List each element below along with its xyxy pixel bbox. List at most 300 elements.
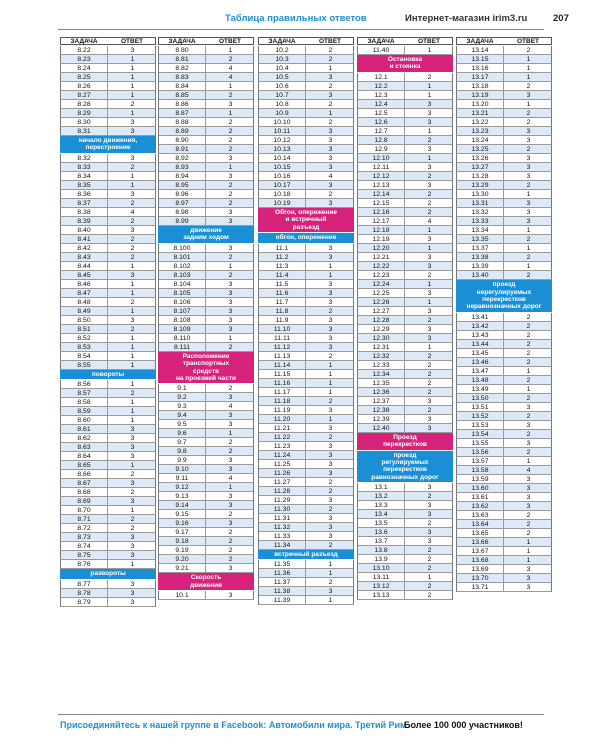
- table-row: [158, 109, 254, 118]
- task-number: 8.66: [77, 471, 91, 479]
- table-row: [456, 574, 552, 583]
- table-row: [357, 343, 453, 352]
- answer-value: 1: [107, 289, 157, 298]
- table-row: [60, 181, 156, 190]
- table-row: [258, 172, 354, 181]
- task-number: 8.36: [77, 190, 91, 198]
- task-number: 8.93: [175, 164, 189, 171]
- answer-value: 3: [205, 208, 255, 217]
- task-number: 11.22: [273, 433, 291, 441]
- answer-value: 2: [107, 217, 157, 226]
- table-header-row: [60, 37, 156, 45]
- site-name: Интернет-магазин irim3.ru: [405, 13, 528, 24]
- task-number: 13.14: [471, 47, 489, 54]
- answer-value: 3: [503, 493, 553, 502]
- table-row: [60, 127, 156, 136]
- answer-value: 2: [503, 322, 553, 331]
- answer-value: 2: [503, 82, 553, 91]
- table-row: [258, 469, 354, 478]
- answer-value: 1: [404, 46, 454, 55]
- task-number: 8.92: [175, 155, 189, 162]
- task-number: 9.9: [177, 457, 187, 465]
- answer-value: 1: [305, 596, 355, 605]
- task-number: 8.107: [173, 307, 191, 315]
- task-number: 13.60: [471, 484, 489, 492]
- task-number: 12.28: [372, 316, 390, 324]
- page-header: [0, 0, 600, 32]
- task-number: 8.39: [77, 217, 91, 225]
- answer-value: 2: [404, 582, 454, 591]
- answer-value: 3: [305, 496, 355, 505]
- task-number: 8.81: [175, 56, 189, 63]
- answer-value: 1: [305, 569, 355, 578]
- answer-value: 2: [205, 136, 255, 145]
- answer-value: 1: [404, 82, 454, 91]
- task-number: 12.4: [374, 100, 388, 108]
- answer-value: 2: [107, 488, 157, 497]
- section-heading: проезд регулируемых перекрестков равнозначных дорог: [357, 451, 453, 483]
- footer-divider: [58, 714, 544, 715]
- answer-value: 3: [107, 118, 157, 127]
- task-number: 8.52: [77, 334, 91, 342]
- answer-value: 3: [404, 325, 454, 334]
- task-number: 8.42: [77, 244, 91, 252]
- table-row: [456, 136, 552, 145]
- table-row: [60, 334, 156, 343]
- column-header-answer: ОТВЕТ: [218, 38, 242, 45]
- task-number: 10.1: [175, 592, 189, 600]
- answer-value: 3: [404, 235, 454, 244]
- table-row: [60, 533, 156, 542]
- answer-value: 3: [503, 136, 553, 145]
- table-row: [258, 523, 354, 532]
- task-number: 8.87: [175, 110, 189, 117]
- task-number: 13.50: [471, 394, 489, 402]
- task-number: 11.16: [273, 379, 291, 387]
- task-number: 8.111: [174, 343, 190, 351]
- table-row: [60, 479, 156, 488]
- task-number: 8.43: [77, 253, 91, 261]
- table-row: [158, 411, 254, 420]
- table-row: [357, 415, 453, 424]
- task-number: 13.53: [471, 421, 489, 429]
- task-number: 8.97: [175, 200, 189, 207]
- answer-value: 3: [503, 127, 553, 136]
- task-number: 13.48: [471, 376, 489, 384]
- answer-value: 3: [404, 163, 454, 172]
- task-number: 10.8: [275, 101, 289, 108]
- answer-value: 1: [404, 226, 454, 235]
- table-row: [158, 172, 254, 181]
- section-heading: проезд нерегулируемых перекрестков неравнозначных дорог: [456, 280, 552, 312]
- task-number: 12.25: [372, 289, 390, 297]
- answer-value: 3: [205, 217, 255, 226]
- table-row: [357, 334, 453, 343]
- answer-value: 2: [404, 406, 454, 415]
- answer-value: 3: [305, 91, 355, 100]
- task-number: 13.68: [471, 556, 489, 564]
- table-row: [357, 82, 453, 91]
- task-number: 8.110: [173, 334, 191, 342]
- table-row: [456, 145, 552, 154]
- task-number: 13.66: [471, 538, 489, 546]
- task-number: 13.55: [471, 439, 489, 447]
- answer-value: 3: [107, 533, 157, 542]
- answer-value: 1: [205, 82, 255, 91]
- section-heading: повороты: [60, 370, 156, 379]
- table-row: [60, 163, 156, 172]
- table-row: [158, 73, 254, 82]
- answer-value: 2: [205, 253, 255, 262]
- table-row: [60, 244, 156, 253]
- answer-value: 3: [305, 244, 355, 253]
- task-number: 13.61: [471, 493, 489, 501]
- answer-value: 3: [205, 420, 255, 429]
- table-row: [60, 82, 156, 91]
- table-row: [258, 118, 354, 127]
- table-row: [258, 325, 354, 334]
- task-number: 13.2: [374, 493, 388, 501]
- answer-value: 3: [107, 226, 157, 235]
- answer-value: 1: [107, 262, 157, 271]
- answers-table: [60, 37, 542, 709]
- task-number: 13.1: [374, 484, 388, 492]
- answer-value: 3: [305, 136, 355, 145]
- table-row: [60, 598, 156, 607]
- answer-value: 1: [503, 262, 553, 271]
- table-row: [158, 384, 254, 393]
- task-number: 13.42: [471, 322, 489, 330]
- table-row: [357, 519, 453, 528]
- table-row: [456, 502, 552, 511]
- answer-value: 2: [404, 492, 454, 501]
- answer-value: 2: [404, 546, 454, 555]
- answer-value: 4: [205, 474, 255, 483]
- section-heading: Остановка и стоянка: [357, 55, 453, 72]
- answer-value: 3: [404, 415, 454, 424]
- answer-value: 3: [404, 118, 454, 127]
- table-row: [158, 325, 254, 334]
- column-header-task: ЗАДАЧА: [466, 38, 494, 45]
- table-row: [258, 397, 354, 406]
- task-number: 13.10: [372, 565, 390, 573]
- column-header-task: ЗАДАЧА: [70, 38, 98, 45]
- task-number: 8.78: [77, 589, 91, 597]
- answer-value: 2: [503, 412, 553, 421]
- table-row: [258, 505, 354, 514]
- answer-value: 3: [503, 502, 553, 511]
- answer-value: 2: [205, 447, 255, 456]
- table-row: [158, 465, 254, 474]
- answer-value: 3: [404, 501, 454, 510]
- answer-value: 1: [205, 262, 255, 271]
- section-heading: Обгон, опережение и встречный разъезд: [258, 208, 354, 232]
- table-row: [456, 226, 552, 235]
- table-row: [456, 466, 552, 475]
- task-number: 8.99: [175, 218, 189, 225]
- answer-value: 4: [305, 172, 355, 181]
- table-row: [357, 582, 453, 591]
- table-row: [158, 537, 254, 546]
- table-row: [158, 82, 254, 91]
- table-row: [258, 379, 354, 388]
- answer-value: 4: [107, 208, 157, 217]
- task-number: 8.65: [77, 462, 91, 470]
- table-row: [60, 470, 156, 479]
- task-number: 8.22: [77, 47, 91, 54]
- task-number: 13.30: [471, 191, 489, 198]
- table-row: [456, 367, 552, 376]
- table-row: [158, 307, 254, 316]
- task-number: 8.24: [77, 65, 91, 72]
- answer-value: 2: [503, 313, 553, 322]
- task-number: 12.20: [372, 244, 390, 252]
- table-row: [60, 262, 156, 271]
- task-number: 8.26: [77, 83, 91, 90]
- table-row: [456, 556, 552, 565]
- answer-value: 3: [205, 307, 255, 316]
- task-number: 13.44: [471, 340, 489, 348]
- task-number: 8.30: [77, 119, 91, 126]
- task-number: 12.22: [372, 262, 390, 270]
- table-row: [456, 430, 552, 439]
- answer-value: 1: [503, 457, 553, 466]
- answer-value: 3: [107, 127, 157, 136]
- task-number: 8.67: [77, 480, 91, 488]
- task-number: 12.37: [372, 397, 390, 405]
- table-row: [258, 289, 354, 298]
- task-number: 11.13: [273, 352, 291, 360]
- table-row: [258, 307, 354, 316]
- answer-value: 2: [107, 163, 157, 172]
- table-row: [158, 46, 254, 55]
- table-row: [258, 541, 354, 550]
- table-row: [456, 100, 552, 109]
- task-number: 8.75: [77, 552, 91, 560]
- answer-value: 3: [205, 325, 255, 334]
- table-row: [158, 429, 254, 438]
- answer-value: 1: [404, 244, 454, 253]
- task-number: 11.21: [273, 424, 291, 432]
- task-number: 8.33: [77, 163, 91, 171]
- answer-value: 3: [205, 465, 255, 474]
- table-row: [158, 492, 254, 501]
- answer-value: 3: [305, 325, 355, 334]
- answer-value: 3: [205, 501, 255, 510]
- task-number: 13.46: [471, 358, 489, 366]
- task-number: 8.60: [77, 417, 91, 425]
- task-number: 11.20: [273, 415, 291, 423]
- answer-value: 1: [305, 379, 355, 388]
- table-header-row: [456, 37, 552, 45]
- task-number: 8.74: [77, 543, 91, 551]
- answer-value: 2: [205, 343, 255, 352]
- task-number: 9.4: [177, 412, 187, 420]
- task-number: 12.38: [372, 406, 390, 414]
- table-row: [456, 448, 552, 457]
- answer-value: 1: [503, 547, 553, 556]
- answer-value: 3: [503, 565, 553, 574]
- table-row: [60, 524, 156, 533]
- task-number: 8.40: [77, 226, 91, 234]
- answer-value: 2: [404, 190, 454, 199]
- task-number: 11.14: [273, 361, 291, 369]
- table-row: [158, 64, 254, 73]
- table-row: [258, 424, 354, 433]
- table-row: [158, 280, 254, 289]
- task-number: 12.8: [374, 136, 388, 144]
- task-number: 10.2: [275, 47, 289, 54]
- answer-value: 3: [503, 91, 553, 100]
- task-number: 8.64: [77, 453, 91, 461]
- task-number: 9.20: [175, 556, 189, 564]
- table-row: [258, 244, 354, 253]
- answer-value: 3: [305, 469, 355, 478]
- answer-value: 3: [404, 334, 454, 343]
- table-row: [258, 181, 354, 190]
- task-number: 8.46: [77, 280, 91, 288]
- task-number: 8.100: [173, 244, 191, 252]
- answer-value: 2: [503, 376, 553, 385]
- table-row: [456, 127, 552, 136]
- answer-value: 2: [205, 127, 255, 136]
- task-number: 13.71: [471, 583, 489, 591]
- answer-value: 2: [305, 541, 355, 550]
- task-number: 8.62: [77, 435, 91, 443]
- answer-value: 2: [503, 448, 553, 457]
- answer-value: 2: [305, 55, 355, 64]
- answer-value: 2: [503, 109, 553, 118]
- table-row: [158, 118, 254, 127]
- table-row: [258, 496, 354, 505]
- task-number: 11.30: [273, 505, 291, 513]
- task-number: 11.34: [273, 541, 291, 549]
- task-number: 12.16: [372, 208, 390, 216]
- task-number: 8.57: [77, 390, 91, 398]
- task-number: 12.2: [374, 82, 388, 90]
- table-row: [258, 578, 354, 587]
- answer-value: 2: [107, 298, 157, 307]
- answer-value: 2: [503, 46, 553, 55]
- answer-value: 3: [305, 442, 355, 451]
- table-row: [456, 493, 552, 502]
- column-header-task: ЗАДАЧА: [367, 38, 395, 45]
- answer-value: 3: [205, 393, 255, 402]
- table-row: [60, 226, 156, 235]
- task-number: 11.3: [275, 262, 289, 270]
- answer-value: 2: [305, 397, 355, 406]
- answer-value: 3: [305, 199, 355, 208]
- table-row: [456, 73, 552, 82]
- task-number: 8.101: [173, 253, 191, 261]
- task-number: 12.3: [374, 91, 388, 99]
- answer-value: 1: [107, 172, 157, 181]
- task-number: 13.3: [374, 502, 388, 510]
- task-number: 13.32: [471, 209, 489, 216]
- answer-value: 3: [503, 154, 553, 163]
- answer-value: 3: [503, 403, 553, 412]
- answer-value: 2: [503, 511, 553, 520]
- answer-value: 3: [305, 145, 355, 154]
- answer-value: 3: [305, 289, 355, 298]
- task-number: 12.7: [374, 127, 388, 135]
- table-row: [258, 596, 354, 605]
- answer-value: 2: [205, 546, 255, 555]
- section-heading: встречный разъезд: [258, 550, 354, 559]
- answer-value: 2: [404, 379, 454, 388]
- task-number: 13.70: [471, 574, 489, 582]
- answer-value: 2: [503, 145, 553, 154]
- table-row: [456, 520, 552, 529]
- table-row: [456, 565, 552, 574]
- answer-value: 3: [305, 532, 355, 541]
- task-number: 11.10: [273, 325, 291, 333]
- answer-value: 3: [305, 280, 355, 289]
- task-number: 13.38: [471, 254, 489, 261]
- answer-value: 1: [107, 343, 157, 352]
- answer-value: 3: [205, 519, 255, 528]
- answer-value: 1: [503, 367, 553, 376]
- task-number: 13.40: [471, 272, 489, 279]
- answer-value: 3: [107, 542, 157, 551]
- answer-value: 1: [107, 416, 157, 425]
- table-row: [60, 325, 156, 334]
- task-number: 11.1: [275, 244, 289, 252]
- answer-value: 3: [503, 475, 553, 484]
- answer-value: 2: [205, 384, 255, 393]
- answer-value: 2: [503, 394, 553, 403]
- answer-value: 3: [205, 154, 255, 163]
- answer-value: 2: [305, 433, 355, 442]
- answer-value: 3: [305, 460, 355, 469]
- table-row: [456, 91, 552, 100]
- answer-value: 3: [107, 190, 157, 199]
- task-number: 8.91: [175, 146, 189, 153]
- table-row: [158, 199, 254, 208]
- task-number: 11.26: [273, 469, 291, 477]
- task-number: 8.70: [77, 507, 91, 515]
- table-header-row: [258, 37, 354, 45]
- task-number: 8.32: [77, 154, 91, 162]
- task-number: 8.90: [175, 137, 189, 144]
- task-number: 9.1: [177, 385, 187, 393]
- task-number: 10.6: [275, 83, 289, 90]
- answer-value: 3: [404, 307, 454, 316]
- task-number: 12.30: [372, 334, 390, 342]
- answer-value: 2: [107, 235, 157, 244]
- answer-value: 4: [503, 466, 553, 475]
- task-number: 13.57: [471, 457, 489, 465]
- answer-value: 2: [107, 325, 157, 334]
- table-row: [357, 397, 453, 406]
- answer-value: 1: [107, 73, 157, 82]
- answer-value: 3: [305, 514, 355, 523]
- table-row: [258, 64, 354, 73]
- answer-value: 2: [404, 316, 454, 325]
- table-row: [357, 501, 453, 510]
- task-number: 11.11: [274, 334, 290, 342]
- answer-value: 3: [305, 253, 355, 262]
- table-row: [456, 82, 552, 91]
- table-row: [60, 589, 156, 598]
- table-row: [357, 145, 453, 154]
- table-row: [60, 452, 156, 461]
- task-number: 13.21: [471, 110, 489, 117]
- answer-value: 2: [404, 271, 454, 280]
- task-number: 12.34: [372, 370, 390, 378]
- table-row: [357, 537, 453, 546]
- table-row: [60, 515, 156, 524]
